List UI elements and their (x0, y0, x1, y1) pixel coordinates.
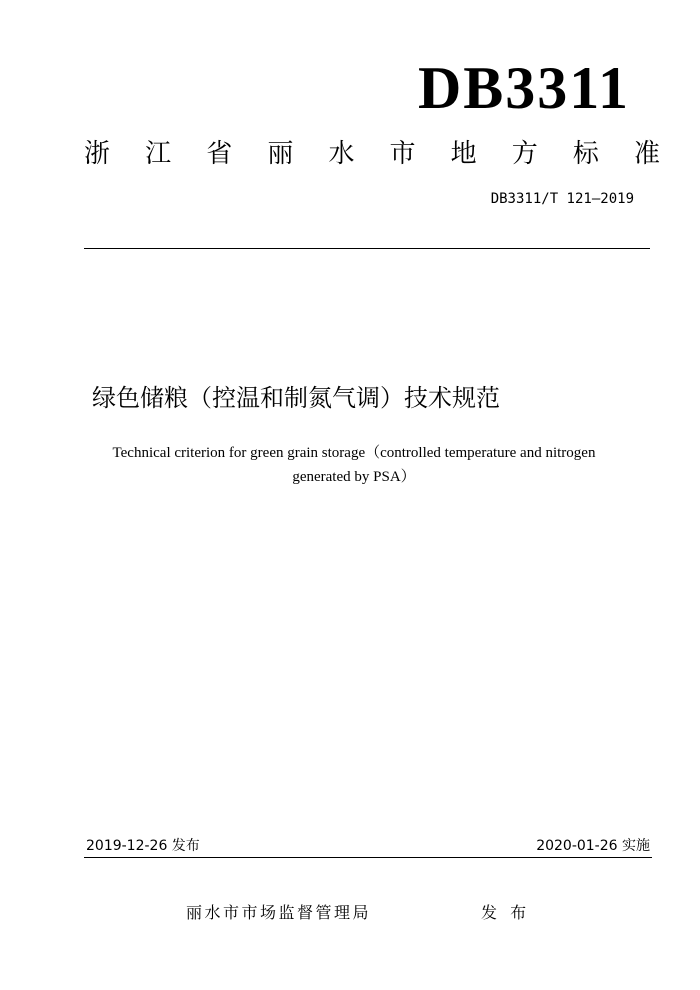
standard-number: DB3311/T 121—2019 (490, 191, 634, 207)
top-divider (84, 248, 650, 249)
title-english-line: generated by PSA） (292, 469, 416, 485)
standard-type (84, 138, 660, 170)
standard-type-char: 江 (145, 139, 172, 169)
publisher: 丽水市市场监督管理局 (186, 903, 372, 922)
standard-type-char: 标 (572, 139, 599, 169)
bottom-divider (84, 857, 652, 858)
standard-code: DB3311 (417, 55, 630, 121)
standard-type-char: 水 (328, 139, 355, 169)
title-english-line: Technical criterion for green grain storage（controlled temperature and nitrogen (112, 445, 596, 461)
implementation-date: 2020-01-26 实施 (536, 838, 650, 854)
standard-type-char: 丽 (267, 139, 294, 169)
standard-type-char: 市 (389, 139, 416, 169)
standard-type-char: 地 (450, 139, 477, 169)
standard-type-char: 准 (633, 139, 660, 169)
issue-date: 2019-12-26 发布 (86, 838, 200, 854)
standard-type-char: 省 (206, 139, 233, 169)
title-chinese: 绿色储粮（控温和制氮气调）技术规范 (92, 384, 500, 412)
standard-type-char: 浙 (84, 139, 111, 169)
standard-type-char: 方 (511, 139, 538, 169)
publish-label: 发 布 (481, 903, 531, 922)
title-english (84, 441, 624, 489)
